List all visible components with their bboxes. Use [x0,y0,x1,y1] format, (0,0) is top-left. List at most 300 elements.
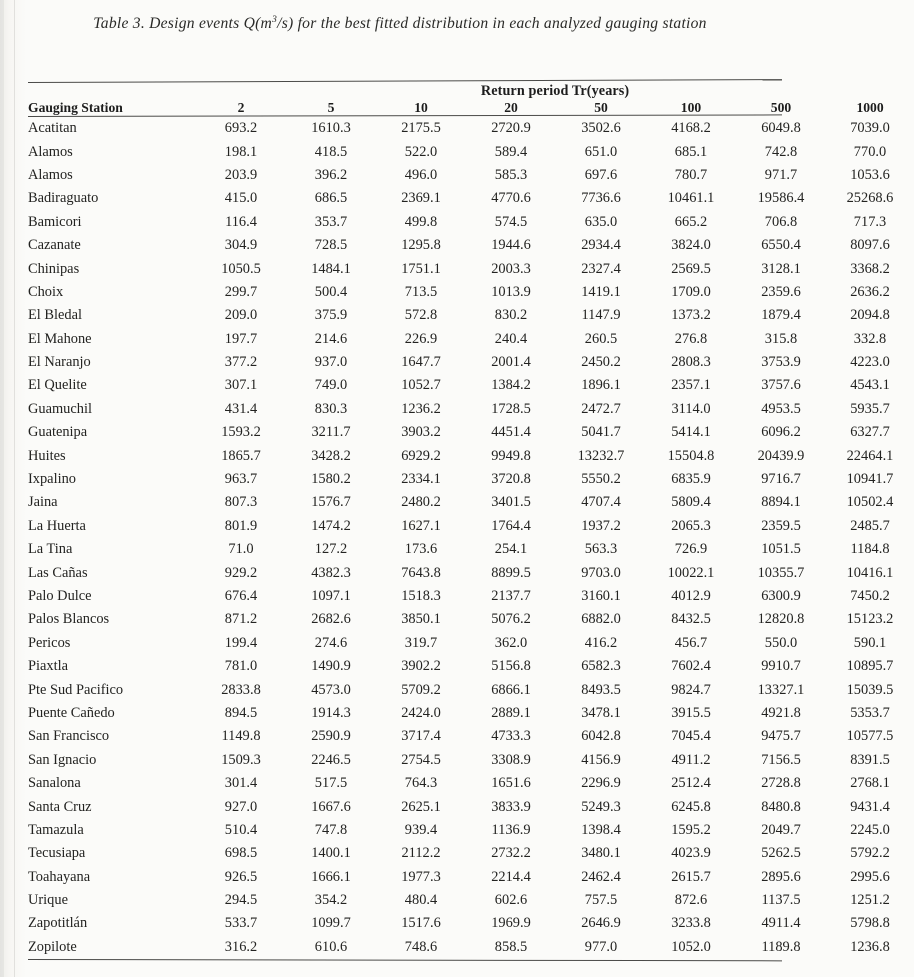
design-event-cell-tr-20: 5076.2 [491,611,531,628]
design-event-cell-tr-10: 2175.5 [401,120,441,137]
design-event-cell-tr-500: 19586.4 [757,190,805,207]
design-event-cell-tr-20: 9949.8 [491,447,531,464]
station-name-cell: La Tina [28,541,73,558]
design-event-cell-tr-20: 2137.7 [491,588,531,604]
design-event-cell-tr-2: 1149.8 [221,728,261,745]
design-event-cell-tr-1000: 5792.2 [850,845,890,862]
design-event-cell-tr-500: 6300.9 [761,588,801,604]
design-event-cell-tr-500: 3757.6 [761,377,801,394]
design-event-cell-tr-20: 830.2 [494,307,528,324]
design-event-cell-tr-2: 926.5 [224,868,258,885]
design-event-cell-tr-2: 533.7 [224,915,258,932]
design-event-cell-tr-50: 1896.1 [581,377,621,394]
table-row [28,538,914,561]
design-event-cell-tr-100: 1052.0 [671,938,711,955]
table-row [28,468,914,491]
design-event-cell-tr-100: 3233.8 [671,915,711,932]
design-event-cell-tr-2: 209.0 [224,307,258,324]
caption-prefix: Table 3. Design events Q(m [93,15,273,33]
station-name-cell: Santa Cruz [28,798,92,815]
design-event-cell-tr-2: 2833.8 [221,681,261,698]
design-event-cell-tr-500: 2895.6 [761,868,801,885]
station-name-cell: El Quelite [28,377,87,394]
design-event-cell-tr-50: 6582.3 [581,658,621,675]
design-event-cell-tr-50: 697.6 [584,166,618,183]
design-event-cell-tr-10: 1751.1 [401,260,441,277]
table-row [28,678,914,701]
design-event-cell-tr-500: 9910.7 [761,658,801,675]
design-event-cell-tr-50: 1419.1 [581,283,621,300]
design-event-cell-tr-100: 7602.4 [671,658,711,675]
design-event-cell-tr-500: 10355.7 [757,564,805,581]
table-row [28,421,914,444]
station-name-cell: Guamuchil [28,400,92,417]
design-event-cell-tr-50: 5041.7 [581,424,621,441]
design-event-cell-tr-500: 2728.8 [761,775,801,792]
design-event-cell-tr-1000: 22464.1 [846,447,894,464]
design-event-cell-tr-20: 254.1 [494,541,528,558]
header-tr-1000: 1000 [856,100,884,115]
design-event-cell-tr-500: 8480.8 [761,798,801,815]
design-event-cell-tr-20: 3720.8 [491,471,531,488]
design-event-cell-tr-1000: 9431.4 [850,798,890,815]
design-event-cell-tr-100: 1595.2 [671,821,711,838]
header-tr-100: 100 [680,100,702,115]
design-event-cell-tr-10: 480.4 [404,892,438,909]
design-event-cell-tr-5: 3428.2 [311,447,351,464]
design-event-cell-tr-20: 3308.9 [491,751,531,768]
design-event-cell-tr-2: 415.0 [224,190,258,207]
station-name-cell: Choix [28,283,64,300]
design-event-cell-tr-20: 4733.3 [491,728,531,745]
design-event-cell-tr-50: 757.5 [584,892,618,909]
design-event-cell-tr-1000: 5353.7 [850,704,890,721]
design-event-cell-tr-500: 1137.5 [761,892,801,909]
design-event-cell-tr-100: 3915.5 [671,704,711,721]
design-event-cell-tr-50: 2646.9 [581,915,621,932]
table-row [28,819,914,842]
design-event-cell-tr-100: 4168.2 [671,120,711,137]
header-tr-20: 20 [504,100,518,115]
design-event-cell-tr-100: 7045.4 [671,728,711,745]
design-event-cell-tr-50: 3502.6 [581,120,621,137]
table-row [28,234,914,257]
table-row [28,398,914,421]
table-body [28,117,914,959]
design-event-cell-tr-50: 1398.4 [581,821,621,838]
design-event-cell-tr-500: 2359.5 [761,517,801,534]
design-event-cell-tr-20: 1944.6 [491,237,531,254]
design-event-cell-tr-5: 1484.1 [311,260,351,277]
design-event-cell-tr-50: 635.0 [584,213,618,230]
design-event-cell-tr-10: 499.8 [404,213,438,230]
station-name-cell: Zopilote [28,938,77,955]
station-name-cell: San Ignacio [28,751,97,768]
station-name-cell: Huites [28,447,66,464]
table-row [28,164,914,187]
design-event-cell-tr-5: 274.6 [314,634,348,651]
design-event-cell-tr-10: 2424.0 [401,704,441,721]
design-event-cell-tr-50: 3478.1 [581,704,621,721]
design-event-cell-tr-1000: 2636.2 [850,283,890,300]
station-name-cell: Acatitan [28,120,77,137]
design-event-cell-tr-500: 4921.8 [761,704,801,721]
table-row [28,117,914,140]
design-event-cell-tr-20: 2889.1 [491,704,531,721]
design-event-cell-tr-2: 510.4 [224,821,258,838]
design-event-cell-tr-1000: 717.3 [853,213,887,230]
station-name-cell: Bamicori [28,213,82,230]
design-event-cell-tr-20: 1136.9 [491,821,531,838]
design-event-cell-tr-10: 3903.2 [401,424,441,441]
design-event-cell-tr-2: 929.2 [224,564,258,581]
design-event-cell-tr-500: 315.8 [764,330,798,347]
station-name-cell: Jaina [28,494,58,511]
table-row [28,936,914,959]
design-event-cell-tr-2: 801.9 [224,517,258,534]
design-event-cell-tr-5: 686.5 [314,190,348,207]
design-event-cell-tr-1000: 10895.7 [846,658,894,675]
design-event-cell-tr-5: 375.9 [314,307,348,324]
station-name-cell: Urique [28,892,68,909]
design-event-cell-tr-5: 1580.2 [311,471,351,488]
design-event-cell-tr-1000: 5935.7 [850,400,890,417]
design-event-cell-tr-100: 2569.5 [671,260,711,277]
station-name-cell: Tecusiapa [28,845,86,862]
design-event-cell-tr-20: 1969.9 [491,915,531,932]
design-event-cell-tr-2: 199.4 [224,634,258,651]
design-event-cell-tr-20: 1728.5 [491,400,531,417]
design-event-cell-tr-10: 496.0 [404,166,438,183]
table-row [28,328,914,351]
station-name-cell: Puente Cañedo [28,704,115,721]
station-name-cell: Toahayana [28,868,91,885]
design-event-cell-tr-10: 3717.4 [401,728,441,745]
table-row [28,444,914,467]
design-event-cell-tr-50: 977.0 [584,938,618,955]
table-row [28,585,914,608]
design-event-cell-tr-20: 2214.4 [491,868,531,885]
station-name-cell: Palo Dulce [28,588,92,604]
design-event-cell-tr-1000: 1053.6 [850,166,890,183]
table-row [28,795,914,818]
span-header-row [28,83,914,100]
design-event-cell-tr-10: 572.8 [404,307,438,324]
design-event-cell-tr-100: 456.7 [674,634,708,651]
design-event-cell-tr-5: 4573.0 [311,681,351,698]
design-event-cell-tr-50: 7736.6 [581,190,621,207]
design-event-cell-tr-1000: 7450.2 [850,588,890,604]
design-event-cell-tr-5: 4382.3 [311,564,351,581]
design-event-cell-tr-20: 574.5 [494,213,528,230]
design-event-cell-tr-2: 807.3 [224,494,258,511]
station-name-cell: Sanalona [28,775,81,792]
design-event-cell-tr-1000: 10502.4 [846,494,894,511]
design-event-cell-tr-100: 6835.9 [671,471,711,488]
header-gauging-station: Gauging Station [28,100,123,115]
design-event-cell-tr-10: 2625.1 [401,798,441,815]
design-event-cell-tr-2: 307.1 [224,377,258,394]
design-event-cell-tr-50: 2450.2 [581,354,621,371]
table-row [28,211,914,234]
design-event-cell-tr-5: 396.2 [314,166,348,183]
design-event-cell-tr-10: 1518.3 [401,588,441,604]
design-event-cell-tr-500: 8894.1 [761,494,801,511]
design-event-cell-tr-500: 742.8 [764,143,798,160]
design-event-cell-tr-5: 830.3 [314,400,348,417]
table-row [28,655,914,678]
design-event-cell-tr-10: 7643.8 [401,564,441,581]
design-event-cell-tr-20: 8899.5 [491,564,531,581]
design-event-cell-tr-100: 10022.1 [667,564,715,581]
station-name-cell: Zapotitlán [28,915,88,932]
design-event-cell-tr-100: 4911.2 [671,751,711,768]
design-event-cell-tr-1000: 3368.2 [850,260,890,277]
design-event-cell-tr-100: 665.2 [674,213,708,230]
design-event-cell-tr-500: 7156.5 [761,751,801,768]
design-event-cell-tr-1000: 10416.1 [846,564,894,581]
table-row [28,772,914,795]
design-event-cell-tr-500: 13327.1 [757,681,805,698]
design-event-cell-tr-50: 4156.9 [581,751,621,768]
design-event-cell-tr-2: 963.7 [224,471,258,488]
design-event-cell-tr-500: 550.0 [764,634,798,651]
table-row [28,889,914,912]
design-event-cell-tr-10: 1295.8 [401,237,441,254]
table-caption [0,14,800,33]
header-tr-10: 10 [414,100,428,115]
design-event-cell-tr-10: 764.3 [404,775,438,792]
design-event-cell-tr-2: 781.0 [224,658,258,675]
design-event-cell-tr-1000: 1236.8 [850,938,890,955]
design-event-cell-tr-500: 1051.5 [761,541,801,558]
design-event-cell-tr-100: 685.1 [674,143,708,160]
design-event-cell-tr-5: 354.2 [314,892,348,909]
design-event-cell-tr-50: 5249.3 [581,798,621,815]
design-event-cell-tr-1000: 1251.2 [850,892,890,909]
design-event-cell-tr-20: 6866.1 [491,681,531,698]
design-event-cell-tr-100: 2357.1 [671,377,711,394]
design-event-cell-tr-5: 2246.5 [311,751,351,768]
design-event-cell-tr-500: 6550.4 [761,237,801,254]
station-name-cell: Alamos [28,143,73,160]
design-event-cell-tr-500: 706.8 [764,213,798,230]
design-event-cell-tr-1000: 8097.6 [850,237,890,254]
design-event-cell-tr-50: 1147.9 [581,307,621,324]
design-event-cell-tr-20: 1384.2 [491,377,531,394]
design-event-cell-tr-1000: 2094.8 [850,307,890,324]
table-row [28,351,914,374]
design-event-cell-tr-2: 1509.3 [221,751,261,768]
scan-edge-line-artifact [14,0,15,977]
design-event-cell-tr-2: 299.7 [224,283,258,300]
design-event-cell-tr-20: 585.3 [494,166,528,183]
table-row [28,749,914,772]
design-event-cell-tr-50: 3480.1 [581,845,621,862]
station-name-cell: Ixpalino [28,471,76,488]
design-event-cell-tr-50: 2472.7 [581,400,621,417]
design-event-cell-tr-10: 1647.7 [401,354,441,371]
design-event-cell-tr-1000: 6327.7 [850,424,890,441]
design-event-cell-tr-20: 1013.9 [491,283,531,300]
design-event-cell-tr-1000: 10941.7 [846,471,894,488]
design-event-cell-tr-5: 3211.7 [311,424,351,441]
design-event-cell-tr-100: 6245.8 [671,798,711,815]
design-event-cell-tr-50: 5550.2 [581,471,621,488]
design-event-cell-tr-1000: 2768.1 [850,775,890,792]
design-event-cell-tr-1000: 15123.2 [846,611,894,628]
design-event-cell-tr-10: 5709.2 [401,681,441,698]
design-event-cell-tr-5: 1914.3 [311,704,351,721]
design-event-cell-tr-2: 71.0 [228,541,254,558]
design-event-cell-tr-1000: 25268.6 [846,190,894,207]
design-event-cell-tr-20: 2732.2 [491,845,531,862]
design-event-cell-tr-5: 127.2 [314,541,348,558]
design-event-cell-tr-50: 2934.4 [581,237,621,254]
design-event-cell-tr-1000: 332.8 [853,330,887,347]
header-tr-2: 2 [237,100,245,115]
design-event-cell-tr-10: 226.9 [404,330,438,347]
station-name-cell: Alamos [28,166,73,183]
design-event-cell-tr-2: 1593.2 [221,424,261,441]
design-event-cell-tr-20: 2003.3 [491,260,531,277]
station-name-cell: El Bledal [28,307,82,324]
design-event-cell-tr-20: 362.0 [494,634,528,651]
station-name-cell: Guatenipa [28,424,88,441]
table-row [28,866,914,889]
design-event-cell-tr-20: 3833.9 [491,798,531,815]
design-event-cell-tr-50: 9703.0 [581,564,621,581]
scan-edge-artifact [0,0,4,977]
design-event-cell-tr-5: 1099.7 [311,915,351,932]
station-name-cell: Cazanate [28,237,81,254]
table-row [28,608,914,631]
design-event-cell-tr-20: 1764.4 [491,517,531,534]
design-event-cell-tr-20: 5156.8 [491,658,531,675]
design-event-cell-tr-10: 939.4 [404,821,438,838]
design-event-cell-tr-5: 214.6 [314,330,348,347]
design-event-cell-tr-2: 294.5 [224,892,258,909]
design-event-cell-tr-100: 9824.7 [671,681,711,698]
header-tr-50: 50 [594,100,608,115]
design-event-cell-tr-20: 4770.6 [491,190,531,207]
table-row [28,632,914,655]
design-event-cell-tr-500: 3753.9 [761,354,801,371]
design-event-cell-tr-5: 1097.1 [311,588,351,604]
table-container [28,82,894,960]
design-event-cell-tr-5: 1666.1 [311,868,351,885]
design-event-cell-tr-2: 316.2 [224,938,258,955]
design-event-cell-tr-1000: 4223.0 [850,354,890,371]
design-event-cell-tr-20: 3401.5 [491,494,531,511]
design-event-cell-tr-5: 610.6 [314,938,348,955]
design-event-cell-tr-20: 2001.4 [491,354,531,371]
design-event-cell-tr-100: 726.9 [674,541,708,558]
design-event-cell-tr-2: 871.2 [224,611,258,628]
station-name-cell: Pte Sud Pacifico [28,681,124,698]
design-event-cell-tr-10: 3850.1 [401,611,441,628]
design-event-cell-tr-500: 4911.4 [761,915,801,932]
design-event-cell-tr-5: 1576.7 [311,494,351,511]
caption-suffix: /s) for the best fitted distribution in each analyzed gauging station [277,15,707,33]
design-event-cell-tr-20: 4451.4 [491,424,531,441]
design-event-cell-tr-2: 116.4 [225,213,257,230]
design-event-cell-tr-500: 1879.4 [761,307,801,324]
design-event-cell-tr-2: 304.9 [224,237,258,254]
design-event-cell-tr-1000: 2995.6 [850,868,890,885]
design-event-cell-tr-5: 1667.6 [311,798,351,815]
design-event-cell-tr-100: 8432.5 [671,611,711,628]
design-event-cell-tr-100: 2065.3 [671,517,711,534]
design-event-cell-tr-10: 6929.2 [401,447,441,464]
design-event-cell-tr-20: 589.4 [494,143,528,160]
design-event-cell-tr-100: 1373.2 [671,307,711,324]
design-event-cell-tr-10: 748.6 [404,938,438,955]
design-event-cell-tr-500: 2359.6 [761,283,801,300]
design-event-cell-tr-100: 2808.3 [671,354,711,371]
table-row [28,374,914,397]
design-event-cell-tr-50: 2327.4 [581,260,621,277]
design-event-cell-tr-2: 431.4 [224,400,258,417]
design-event-cell-tr-2: 676.4 [224,588,258,604]
design-event-cell-tr-50: 8493.5 [581,681,621,698]
design-event-cell-tr-5: 2590.9 [311,728,351,745]
design-event-cell-tr-100: 1709.0 [671,283,711,300]
design-event-cell-tr-1000: 770.0 [853,143,887,160]
design-event-cell-tr-1000: 5798.8 [850,915,890,932]
return-period-span-header: Return period Tr(years) [480,83,630,99]
design-event-cell-tr-10: 2112.2 [401,845,441,862]
station-name-cell: Palos Blancos [28,611,110,628]
design-event-cell-tr-100: 2512.4 [671,775,711,792]
station-name-cell: Tamazula [28,821,84,838]
table-row [28,281,914,304]
design-event-cell-tr-10: 713.5 [404,283,438,300]
station-name-cell: El Naranjo [28,354,91,371]
station-name-cell: Piaxtla [28,658,68,675]
design-event-cell-tr-5: 749.0 [314,377,348,394]
design-event-cell-tr-2: 1865.7 [221,447,261,464]
design-event-cell-tr-50: 6042.8 [581,728,621,745]
design-event-cell-tr-10: 2369.1 [401,190,441,207]
design-event-cell-tr-2: 698.5 [224,845,258,862]
design-event-cell-tr-500: 3128.1 [761,260,801,277]
design-event-cell-tr-1000: 8391.5 [850,751,890,768]
design-event-cell-tr-5: 937.0 [314,354,348,371]
station-name-cell: Chinipas [28,260,80,277]
design-event-cell-tr-2: 301.4 [224,775,258,792]
design-event-cell-tr-5: 2682.6 [311,611,351,628]
design-event-cell-tr-50: 2462.4 [581,868,621,885]
design-event-cell-tr-100: 780.7 [674,166,708,183]
design-event-cell-tr-20: 240.4 [494,330,528,347]
design-event-cell-tr-10: 3902.2 [401,658,441,675]
design-events-table [28,83,914,116]
table-row [28,140,914,163]
table-row [28,187,914,210]
design-event-cell-tr-5: 517.5 [314,775,348,792]
caption-superscript: 3 [272,14,278,25]
station-name-cell: Badiraguato [28,190,99,207]
design-event-cell-tr-50: 4707.4 [581,494,621,511]
design-event-cell-tr-500: 12820.8 [757,611,805,628]
design-event-cell-tr-50: 6882.0 [581,611,621,628]
design-event-cell-tr-5: 1610.3 [311,120,351,137]
design-event-cell-tr-2: 693.2 [224,120,258,137]
design-event-cell-tr-50: 13232.7 [577,447,625,464]
design-event-cell-tr-2: 203.9 [224,166,258,183]
design-event-cell-tr-5: 747.8 [314,821,348,838]
